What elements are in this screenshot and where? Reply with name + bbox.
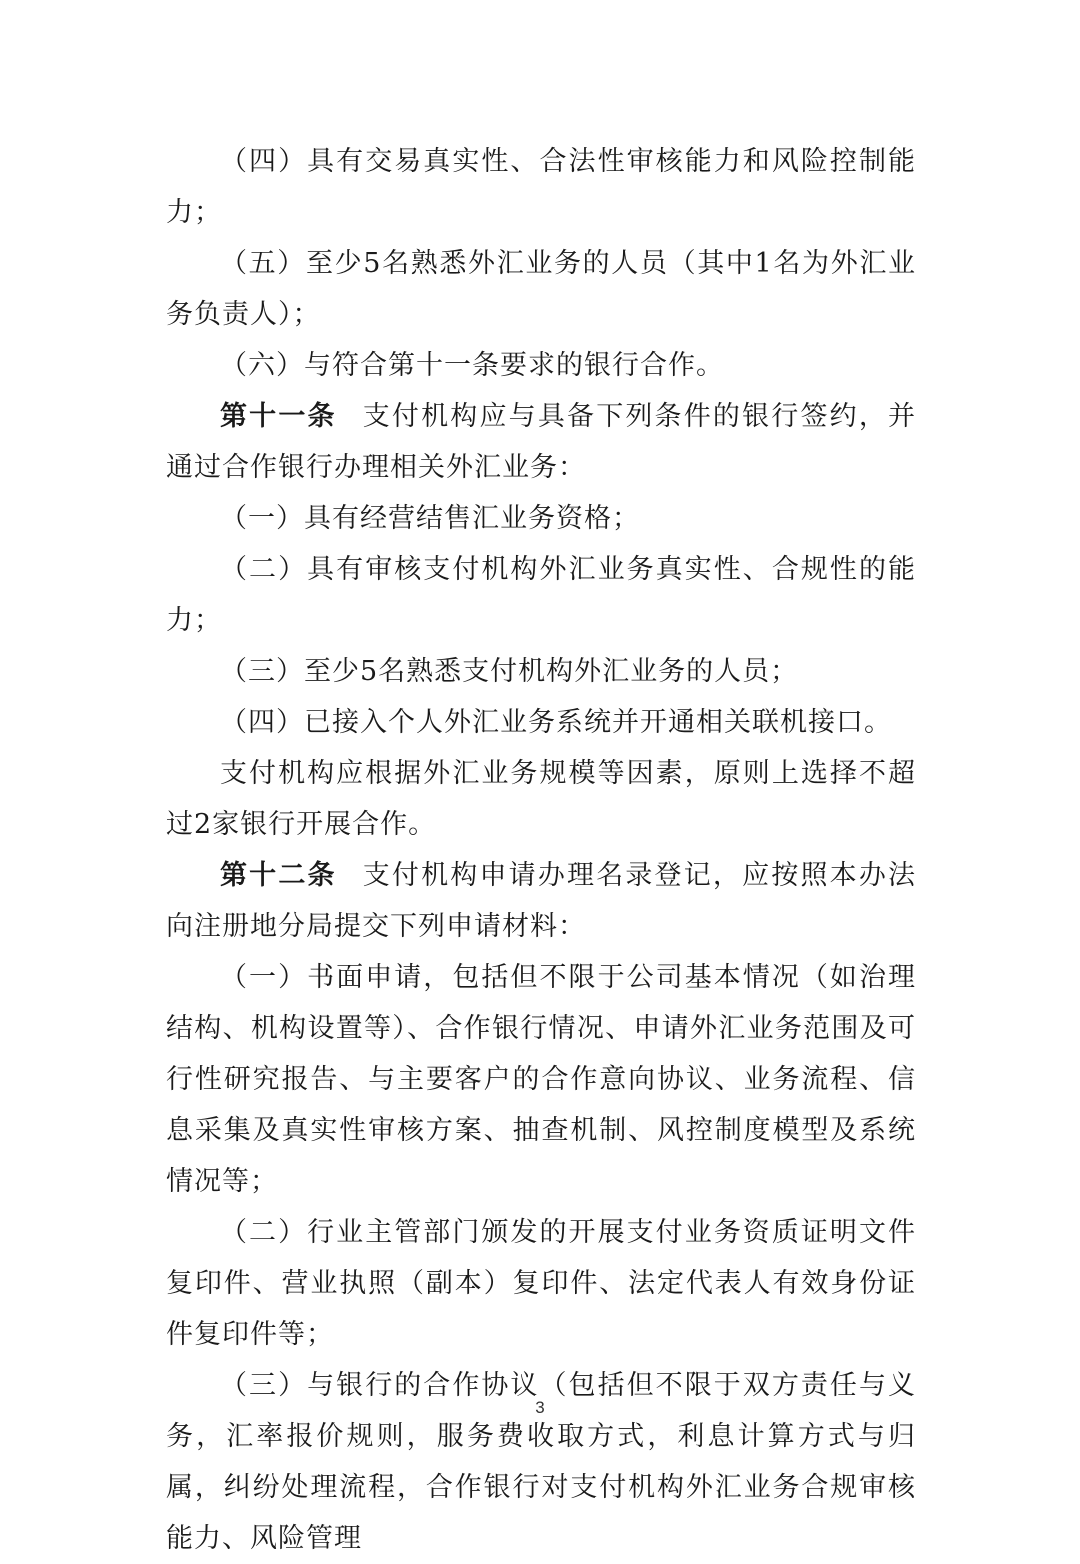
paragraph-text: （六）与符合第十一条要求的银行合作。 xyxy=(220,350,724,381)
paragraph-item-5 xyxy=(166,238,916,340)
page-number: 3 xyxy=(535,1398,545,1417)
paragraph-text: （一）书面申请，包括但不限于公司基本情况（如治理结构、机构设置等）、合作银行情况、申请外汇业务范围及可行性研究报告、与主要客户的合作意向协议、业务流程、信息采集及真实性审核方案、抽查机制、风控制度模型及系统情况等； xyxy=(166,962,916,1197)
paragraph-text: （四）具有交易真实性、合法性审核能力和风险控制能力； xyxy=(166,146,916,228)
paragraph-item-3 xyxy=(166,646,916,697)
paragraph-text: （五）至少5名熟悉外汇业务的人员（其中1名为外汇业务负责人）； xyxy=(166,248,916,330)
article-11 xyxy=(166,391,916,493)
document-body xyxy=(166,136,916,1564)
paragraph-text: 支付机构应根据外汇业务规模等因素，原则上选择不超过2家银行开展合作。 xyxy=(166,758,916,840)
article-title: 第十一条 xyxy=(220,401,337,432)
paragraph-text: （三）与银行的合作协议（包括但不限于双方责任与义务，汇率报价规则，服务费收取方式，利息计算方式与归属，纠纷处理流程，合作银行对支付机构外汇业务合规审核能力、风险管理 xyxy=(166,1370,916,1554)
paragraph-item-3b xyxy=(166,1360,916,1564)
paragraph-item-4b xyxy=(166,697,916,748)
paragraph-item-6 xyxy=(166,340,916,391)
paragraph-item-1b xyxy=(166,952,916,1207)
paragraph-text: （一）具有经营结售汇业务资格； xyxy=(220,503,640,534)
paragraph-text: （四）已接入个人外汇业务系统并开通相关联机接口。 xyxy=(220,707,892,738)
paragraph-text: 支付机构申请办理名录登记，应按照本办法向注册地分局提交下列申请材料： xyxy=(166,860,917,942)
paragraph-text: 支付机构应与具备下列条件的银行签约，并通过合作银行办理相关外汇业务： xyxy=(166,401,917,483)
paragraph-item-2 xyxy=(166,544,916,646)
article-title: 第十二条 xyxy=(220,860,337,891)
paragraph-item-2b xyxy=(166,1207,916,1360)
paragraph-text: （二）行业主管部门颁发的开展支付业务资质证明文件复印件、营业执照（副本）复印件、法定代表人有效身份证件复印件等； xyxy=(166,1217,916,1350)
paragraph-item-4 xyxy=(166,136,916,238)
paragraph-item-1 xyxy=(166,493,916,544)
paragraph-text: （三）至少5名熟悉支付机构外汇业务的人员； xyxy=(220,656,799,687)
paragraph-plain xyxy=(166,748,916,850)
article-12 xyxy=(166,850,916,952)
paragraph-text: （二）具有审核支付机构外汇业务真实性、合规性的能力； xyxy=(166,554,916,636)
